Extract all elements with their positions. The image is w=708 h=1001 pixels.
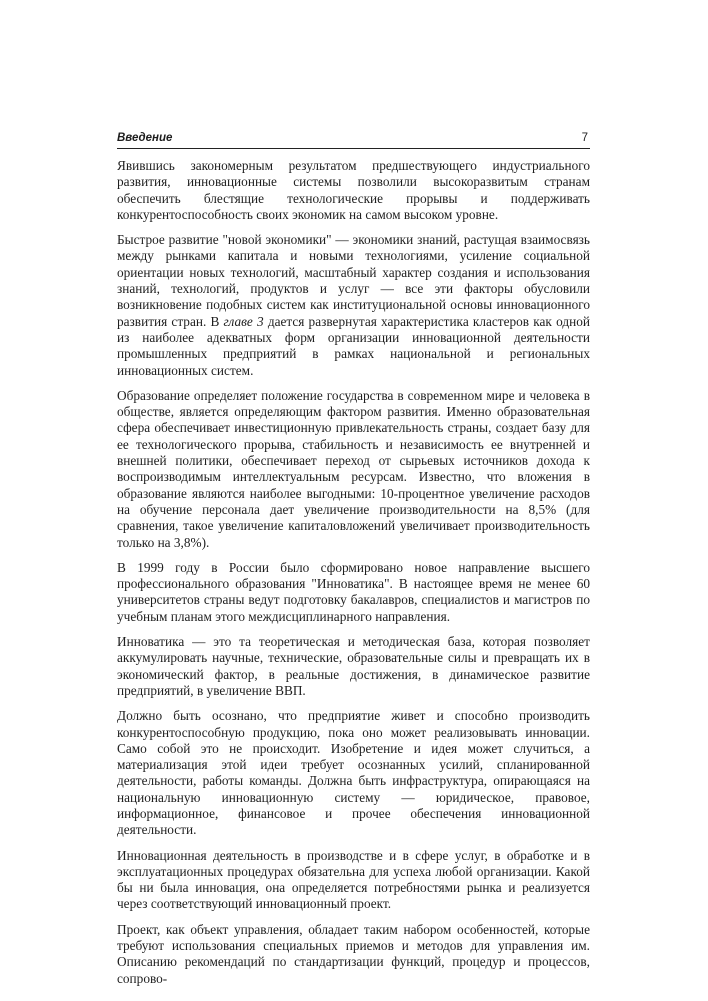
- paragraph: Образование определяет положение государства в современном мире и человека в обществе, является определяющим фактором развития. Именно образовательная сфера обеспечивает инвестиционную привлекательность страны, создает базу для ее технологического прорыва, стабильность и независимость ее внутренней и внешней политики, обеспечивает переход от сырьевых источников дохода к воспроизводимым интеллектуальным ресурсам. Известно, что вложения в образование являются наиболее выгодными: 10-процентное увеличение расходов на обучение персонала дает увеличение производительности на 8,5% (для сравнения, такое увеличение капиталовложений увеличивает производительность только на 3,8%).: [117, 387, 590, 550]
- paragraph-text: дается развернутая характеристика кластеров как одной из наиболее адекватных форм организации инновационной деятельности промышленных предприятий в рамках национальной и региональных инновационных систем.: [117, 313, 590, 378]
- chapter-reference: главе 3: [223, 313, 264, 329]
- paragraph: Инноватика — это та теоретическая и методическая база, которая позволяет аккумулировать научные, технические, образовательные силы и превращать их в экономический фактор, в реальные достижения, в динамическое развитие предприятий, в увеличение ВВП.: [117, 634, 590, 698]
- section-title: Введение: [117, 132, 173, 144]
- paragraph: Должно быть осознано, что предприятие живет и способно производить конкурентоспособную продукцию, пока оно может реализовывать инновации. Само собой это не происходит. Изобретение и идея может случиться, а материализация этой идеи требует осознанных усилий, спланированной деятельности, работы команды. Должна быть инфраструктура, опирающаяся на национальную инновационную систему — юридическое, правовое, информационное, финансовое и прочее обеспечения инновационной деятельности.: [117, 708, 590, 838]
- body-text: [117, 158, 590, 987]
- running-header: [117, 132, 590, 149]
- paragraph: Проект, как объект управления, обладает таким набором особенностей, которые требуют использования специальных приемов и методов для управления им. Описанию рекомендаций по стандартизации функций, процедур и процессов, сопрово-: [117, 921, 590, 986]
- paragraph: В 1999 году в России было сформировано новое направление высшего профессионального образования "Инноватика". В настоящее время не менее 60 университетов страны ведут подготовку бакалавров, специалистов и магистров по учебным планам этого междисциплинарного направления.: [117, 559, 590, 624]
- page-number: 7: [581, 132, 588, 144]
- paragraph-text: Быстрое развитие "новой экономики" — экономики знаний, растущая взаимосвязь между рынками капитала и новыми технологиями, усиление социальной ориентации новых технологий, масштабный характер создания и использования знаний, технологий, продуктов и услуг — все эти факторы обусловили возникновение подобных систем как институциональной основы инновационного развития стран. В: [117, 232, 590, 329]
- paragraph: Явившись закономерным результатом предшествующего индустриального развития, инновационные системы позволили высокоразвитым странам обеспечить блестящие технологические прорывы и поддерживать конкурентоспособность своих экономик на самом высоком уровне.: [117, 158, 590, 222]
- paragraph: Инновационная деятельность в производстве и в сфере услуг, в обработке и в эксплуатационных процедурах обязательна для успеха любой организации. Какой бы ни была инновация, она определяется потребностями рынка и реализуется через соответствующий инновационный проект.: [117, 847, 590, 912]
- paragraph: [117, 232, 590, 379]
